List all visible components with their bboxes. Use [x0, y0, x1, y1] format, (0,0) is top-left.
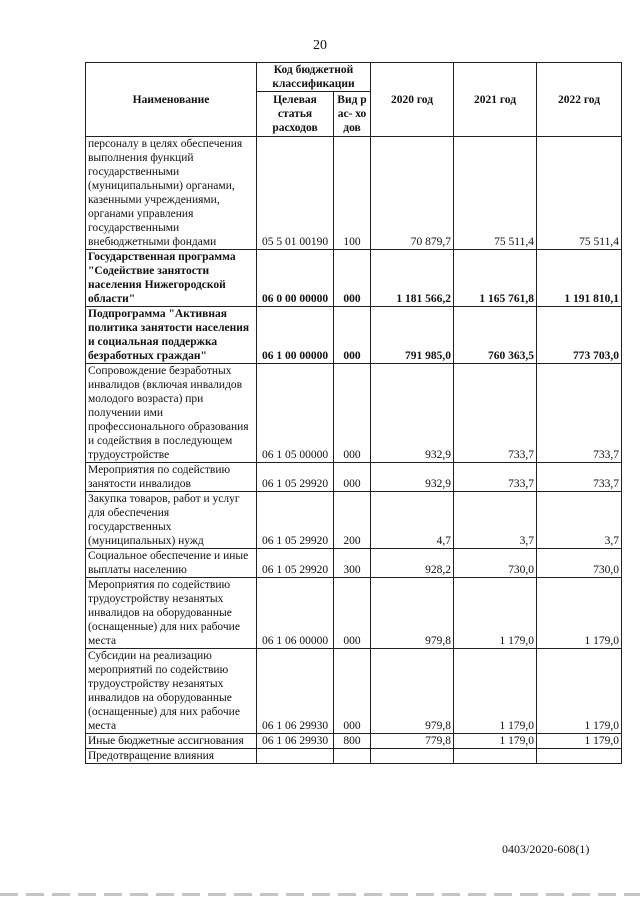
row-code-cell: 06 1 00 00000 — [257, 307, 334, 364]
header-code-article: Целевая статья расходов — [257, 92, 334, 137]
table-row — [86, 549, 622, 578]
row-2020-cell: 932,9 — [371, 364, 454, 463]
row-type-cell: 300 — [334, 549, 371, 578]
row-2021-cell: 1 179,0 — [454, 734, 537, 749]
row-name-cell: Социальное обеспечение и иные выплаты населению — [86, 549, 257, 578]
row-code-cell: 06 1 05 29920 — [257, 463, 334, 492]
row-2021-cell: 1 179,0 — [454, 649, 537, 734]
row-2020-cell: 4,7 — [371, 492, 454, 549]
table-row — [86, 250, 622, 307]
row-name-cell: Предотвращение влияния — [86, 749, 257, 764]
table-row — [86, 463, 622, 492]
page-number: 20 — [313, 38, 327, 53]
row-2022-cell: 773 703,0 — [537, 307, 622, 364]
row-type-cell: 000 — [334, 364, 371, 463]
row-2022-cell: 733,7 — [537, 364, 622, 463]
row-code-cell: 06 0 00 00000 — [257, 250, 334, 307]
row-name-cell: персоналу в целях обеспечения выполнения функций государственными (муниципальными) органами, казенными учреждениями, органами управления государственными внебюджетными фондами — [86, 137, 257, 250]
row-type-cell: 000 — [334, 578, 371, 649]
row-2022-cell: 1 179,0 — [537, 734, 622, 749]
row-name-cell: Иные бюджетные ассигнования — [86, 734, 257, 749]
row-code-cell: 06 1 06 29930 — [257, 649, 334, 734]
table-row — [86, 649, 622, 734]
table-row — [86, 492, 622, 549]
row-type-cell: 200 — [334, 492, 371, 549]
row-2021-cell: 760 363,5 — [454, 307, 537, 364]
row-2021-cell — [454, 749, 537, 764]
row-type-cell: 000 — [334, 649, 371, 734]
header-code-type: Вид рас- ходов — [334, 92, 371, 137]
row-2022-cell: 730,0 — [537, 549, 622, 578]
row-2020-cell: 932,9 — [371, 463, 454, 492]
row-2021-cell: 733,7 — [454, 364, 537, 463]
row-name-cell: Мероприятия по содействию трудоустройству незанятых инвалидов на оборудованные (оснащенные) для них рабочие места — [86, 578, 257, 649]
row-2022-cell: 1 179,0 — [537, 649, 622, 734]
row-code-cell: 06 1 06 29930 — [257, 734, 334, 749]
document-footer-code: 0403/2020-608(1) — [502, 842, 590, 856]
row-2021-cell: 1 179,0 — [454, 578, 537, 649]
row-type-cell: 000 — [334, 463, 371, 492]
row-2020-cell: 779,8 — [371, 734, 454, 749]
row-name-cell: Сопровождение безработных инвалидов (включая инвалидов молодого возраста) при получении ими профессионального образования и содействия в последующем трудоустройстве — [86, 364, 257, 463]
row-code-cell: 06 1 05 00000 — [257, 364, 334, 463]
header-2020: 2020 год — [371, 63, 454, 137]
row-code-cell — [257, 749, 334, 764]
row-code-cell: 06 1 06 00000 — [257, 578, 334, 649]
budget-table — [85, 62, 622, 764]
row-code-cell: 06 1 05 29920 — [257, 492, 334, 549]
header-2022: 2022 год — [537, 63, 622, 137]
row-2021-cell: 730,0 — [454, 549, 537, 578]
row-code-cell: 06 1 05 29920 — [257, 549, 334, 578]
row-2022-cell: 75 511,4 — [537, 137, 622, 250]
row-type-cell: 100 — [334, 137, 371, 250]
table-row — [86, 307, 622, 364]
row-name-cell: Мероприятия по содействию занятости инвалидов — [86, 463, 257, 492]
row-code-cell: 05 5 01 00190 — [257, 137, 334, 250]
scan-edge-line — [0, 893, 640, 896]
table-row — [86, 137, 622, 250]
row-2021-cell: 1 165 761,8 — [454, 250, 537, 307]
row-2022-cell: 1 191 810,1 — [537, 250, 622, 307]
row-name-cell: Закупка товаров, работ и услуг для обеспечения государственных (муниципальных) нужд — [86, 492, 257, 549]
table-row — [86, 578, 622, 649]
row-2021-cell: 3,7 — [454, 492, 537, 549]
row-type-cell: 000 — [334, 250, 371, 307]
row-2021-cell: 75 511,4 — [454, 137, 537, 250]
header-2021: 2021 год — [454, 63, 537, 137]
row-name-cell: Подпрограмма "Активная политика занятости населения и социальная поддержка безработных граждан" — [86, 307, 257, 364]
row-name-cell: Государственная программа "Содействие занятости населения Нижегородской области" — [86, 250, 257, 307]
row-type-cell: 800 — [334, 734, 371, 749]
row-2020-cell: 979,8 — [371, 649, 454, 734]
row-2022-cell — [537, 749, 622, 764]
row-2020-cell: 928,2 — [371, 549, 454, 578]
row-2022-cell: 1 179,0 — [537, 578, 622, 649]
row-type-cell: 000 — [334, 307, 371, 364]
row-2022-cell: 733,7 — [537, 463, 622, 492]
row-2020-cell: 791 985,0 — [371, 307, 454, 364]
row-2020-cell: 1 181 566,2 — [371, 250, 454, 307]
row-2020-cell — [371, 749, 454, 764]
row-2022-cell: 3,7 — [537, 492, 622, 549]
row-2020-cell: 70 879,7 — [371, 137, 454, 250]
table-row — [86, 734, 622, 749]
row-name-cell: Субсидии на реализацию мероприятий по содействию трудоустройству незанятых инвалидов на оборудованные (оснащенные) для них рабочие места — [86, 649, 257, 734]
table-row — [86, 749, 622, 764]
row-2020-cell: 979,8 — [371, 578, 454, 649]
row-type-cell — [334, 749, 371, 764]
table-row — [86, 364, 622, 463]
header-code-group: Код бюджетной классификации — [257, 63, 371, 92]
header-name: Наименование — [86, 63, 257, 137]
row-2021-cell: 733,7 — [454, 463, 537, 492]
